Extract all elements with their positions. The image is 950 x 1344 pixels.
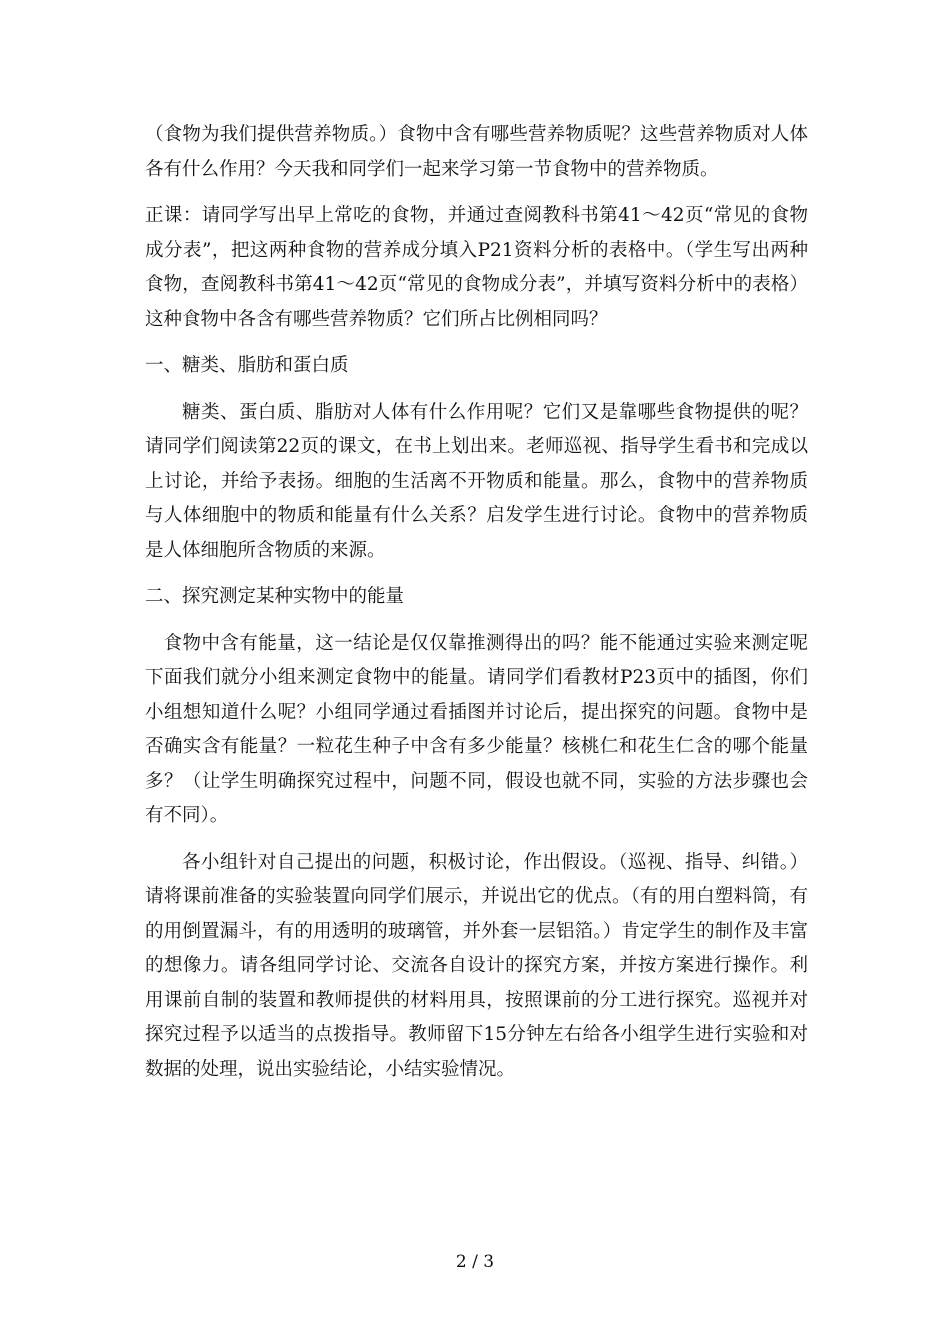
section-heading-nutrients: 一、糖类、脂肪和蛋白质	[145, 355, 349, 376]
paragraph-energy-question: 食物中含有能量，这一结论是仅仅靠推测得出的吗？能不能通过实验来测定呢下面我们就分小组来测定食物中的能量。请同学们看教材P23页中的插图，你们小组想知道什么呢？小组同学通过看插图并讨论后，提出探究的问题。食物中是否确实含有能量？一粒花生种子中含有多少能量？核桃仁和花生仁含的哪个能量多？（让学生明确探究过程中，问题不同，假设也就不同，实验的方法步骤也会有不同）。	[145, 632, 808, 826]
page-number: 2 / 3	[455, 1252, 495, 1272]
paragraph-intro: （食物为我们提供营养物质。）食物中含有哪些营养物质呢？这些营养物质对人体各有什么作用？今天我和同学们一起来学习第一节食物中的营养物质。	[145, 124, 808, 180]
paragraph-nutrients: 糖类、蛋白质、脂肪对人体有什么作用呢？它们又是靠哪些食物提供的呢？请同学们阅读第22页的课文，在书上划出来。老师巡视、指导学生看书和完成以上讨论，并给予表扬。细胞的生活离不开物质和能量。那么，食物中的营养物质与人体细胞中的物质和能量有什么关系？启发学生进行讨论。食物中的营养物质是人体细胞所含物质的来源。	[145, 401, 808, 561]
paragraph-group-experiment: 各小组针对自己提出的问题，积极讨论，作出假设。（巡视、指导、纠错。）请将课前准备的实验装置向同学们展示，并说出它的优点。（有的用白塑料筒，有的用倒置漏斗，有的用透明的玻璃管，并外套一层铝箔。）肯定学生的制作及丰富的想像力。请各组同学讨论、交流各自设计的探究方案，并按方案进行操作。利用课前自制的装置和教师提供的材料用具，按照课前的分工进行探究。巡视并对探究过程予以适当的点拨指导。教师留下15分钟左右给各小组学生进行实验和对数据的处理，说出实验结论，小结实验情况。	[145, 851, 808, 1080]
section-heading-energy: 二、探究测定某种实物中的能量	[145, 586, 405, 607]
paragraph-main-lesson: 正课：请同学写出早上常吃的食物，并通过查阅教科书第41～42页“常见的食物成分表”，把这两种食物的营养成分填入P21资料分析的表格中。（学生写出两种食物，查阅教科书第41～42页“常见的食物成分表”，并填写资料分析中的表格）这种食物中各含有哪些营养物质？它们所占比例相同吗？	[145, 205, 808, 330]
document-body	[145, 118, 808, 1087]
